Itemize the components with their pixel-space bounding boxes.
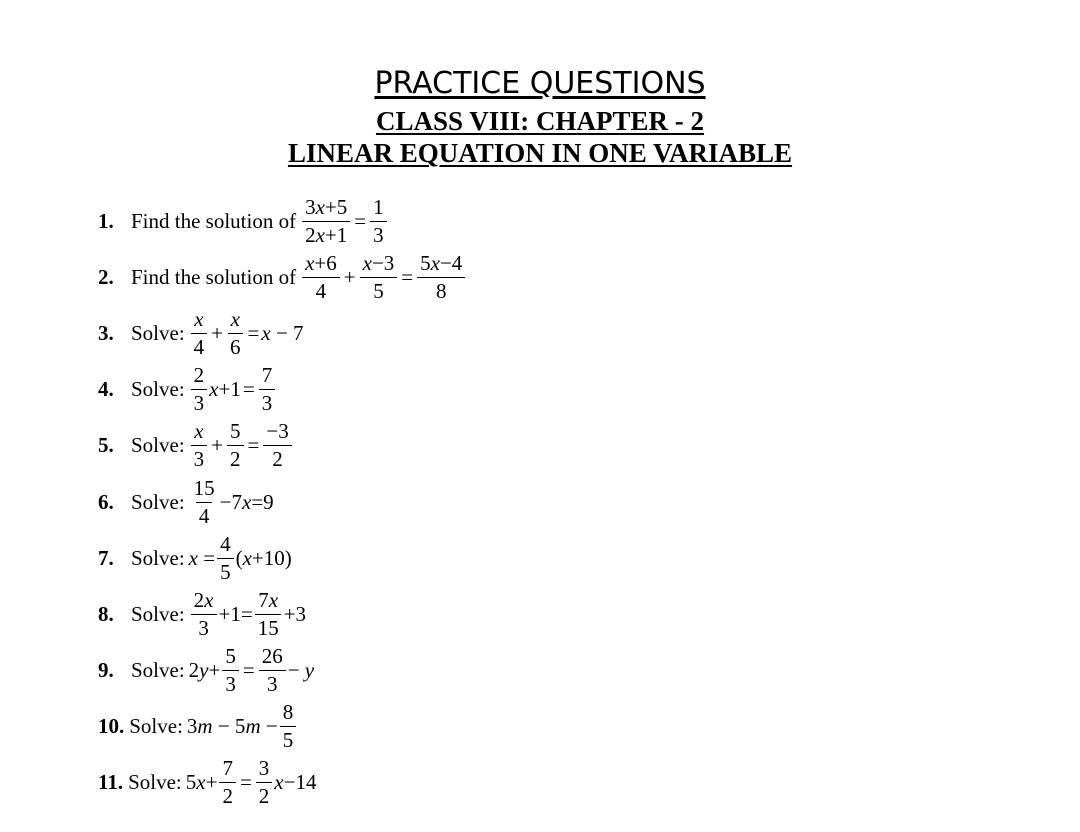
equation: $\frac{2x}{3}$ +1= $\frac{7x}{15}$ +3	[189, 590, 306, 639]
equation: x = $\frac{4}{5}$ (x+10)	[188, 531, 292, 584]
equation: 2y+ $\frac{5}{3}$ = $\frac{26}{3}$ − y	[188, 643, 315, 696]
question-6	[98, 474, 274, 530]
question-7	[98, 530, 292, 586]
question-prompt: Solve:	[131, 657, 185, 682]
question-number: 4.	[98, 376, 114, 401]
question-number: 9.	[98, 657, 114, 682]
question-prompt: Solve:	[131, 489, 185, 514]
question-11	[98, 754, 316, 810]
question-1	[98, 193, 389, 249]
question-prompt: Solve:	[129, 713, 183, 738]
question-10	[98, 698, 298, 754]
page-title: PRACTICE QUESTIONS	[374, 66, 706, 101]
class-chapter-heading: CLASS VIII: CHAPTER - 2	[375, 106, 705, 136]
equation: $\frac{x}{4}$ + $\frac{x}{6}$ = x − 7	[189, 309, 304, 358]
question-8	[98, 586, 306, 642]
question-number: 3.	[98, 320, 114, 345]
question-number: 5.	[98, 432, 114, 457]
question-prompt: Find the solution of	[131, 208, 297, 233]
question-number: 8.	[98, 601, 114, 626]
question-number: 1.	[98, 208, 114, 233]
question-number: 2.	[98, 264, 114, 289]
question-2	[98, 249, 467, 305]
equation: $\frac{15}{4}$ −7x=9	[193, 475, 274, 528]
question-prompt: Solve:	[131, 432, 185, 457]
question-prompt: Solve:	[131, 545, 185, 570]
question-number: 11.	[98, 769, 124, 794]
equation: 3m − 5m − $\frac{8}{5}$	[187, 702, 298, 751]
question-3	[98, 305, 304, 361]
question-5	[98, 417, 294, 473]
equation: 5x+ $\frac{7}{2}$ = $\frac{3}{2}$ x−14	[185, 755, 317, 808]
equation: $\frac{x}{3}$ + $\frac{5}{2}$ = $\frac{-3}{2}$	[189, 421, 294, 470]
question-prompt: Solve:	[128, 769, 182, 794]
question-number: 6.	[98, 489, 114, 514]
chapter-title: LINEAR EQUATION IN ONE VARIABLE	[287, 138, 793, 168]
question-prompt: Find the solution of	[131, 264, 297, 289]
question-prompt: Solve:	[131, 601, 185, 626]
question-number: 10.	[98, 713, 125, 738]
question-prompt: Solve:	[131, 320, 185, 345]
question-4	[98, 361, 277, 417]
equation: $\frac{3x+5}{2x+1}$ = $\frac{1}{3}$	[300, 197, 389, 246]
question-prompt: Solve:	[131, 376, 185, 401]
equation: $\frac{2}{3}$ x+1 = $\frac{7}{3}$	[189, 365, 278, 414]
question-9	[98, 642, 314, 698]
question-number: 7.	[98, 545, 114, 570]
equation: $\frac{x+6}{4}$ + $\frac{x-3}{5}$ = $\frac{5x-4}{8}$	[300, 253, 467, 302]
